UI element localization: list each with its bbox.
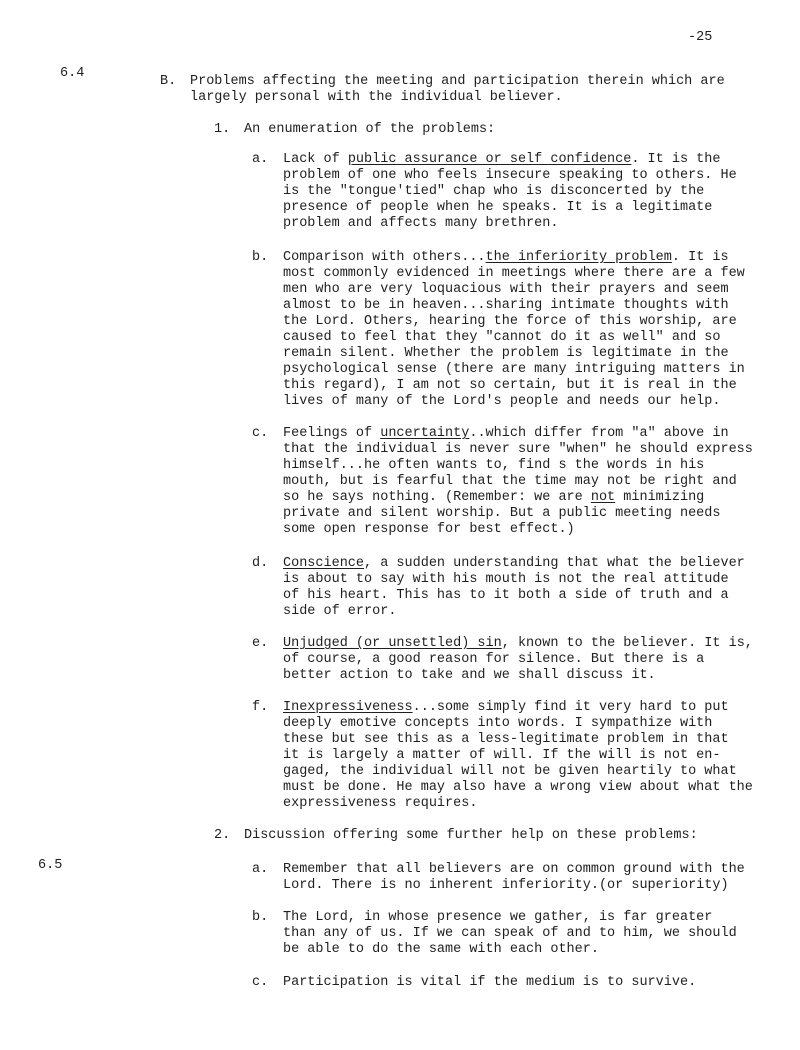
text-line: lives of many of the Lord's people and needs our help. (283, 394, 721, 409)
text-line: men who are very loquacious with their prayers and seem (283, 282, 729, 297)
item-marker: b. (252, 910, 269, 925)
text-line: problem of one who feels insecure speaking to others. He (283, 168, 737, 183)
text-line: almost to be in heaven...sharing intimate thoughts with (283, 298, 729, 313)
text-line: of his heart. This has to it both a side of truth and a (283, 588, 729, 603)
item-marker: d. (252, 556, 269, 571)
text-line: Remember that all believers are on common ground with the (283, 862, 745, 877)
text-line: largely personal with the individual believer. (190, 90, 563, 105)
text-line (283, 556, 745, 572)
text-line: than any of us. If we can speak of and to him, we should (283, 926, 737, 941)
point-number: 2. (214, 828, 231, 843)
text-line: is about to say with his mouth is not the real attitude (283, 572, 729, 587)
text-run: , known to the believer. It is, (501, 636, 753, 651)
underlined-phrase: the inferiority problem (485, 250, 672, 265)
text-line: himself...he often wants to, find s the words in his (283, 458, 705, 473)
text-line: mouth, but is fearful that the time may not be right and (283, 474, 737, 489)
text-line: The Lord, in whose presence we gather, is far greater (283, 910, 713, 925)
text-line: Lord. There is no inherent inferiority.(or superiority) (283, 878, 729, 893)
text-line: is the "tongue'tied" chap who is disconcerted by the (283, 184, 705, 199)
item-marker: e. (252, 636, 269, 651)
text-line (283, 700, 753, 716)
text-line: private and silent worship. But a public meeting needs (283, 506, 721, 521)
item-paragraph (283, 152, 737, 232)
text-run: minimizing (615, 490, 705, 505)
item-marker: a. (252, 152, 269, 167)
text-line: problem and affects many brethren. (283, 216, 559, 231)
text-line (283, 152, 737, 168)
item-paragraph (283, 250, 745, 410)
text-run: so he says nothing. (Remember: we are (283, 490, 591, 505)
underlined-phrase: not (590, 490, 616, 505)
text-line: of course, a good reason for silence. But there is a (283, 652, 705, 667)
text-line: Problems affecting the meeting and participation therein which are (190, 74, 725, 89)
text-run: ..which differ from "a" above in (469, 426, 729, 441)
underlined-phrase: Conscience (283, 556, 365, 571)
item-marker: f. (252, 700, 269, 715)
text-line (283, 250, 745, 266)
item-paragraph (283, 426, 753, 538)
item-paragraph (283, 910, 737, 958)
text-line: psychological sense (there are many intriguing matters in (283, 362, 745, 377)
item-paragraph (283, 700, 753, 812)
text-line: presence of people when he speaks. It is a legitimate (283, 200, 713, 215)
text-line (283, 490, 753, 506)
text-line: deeply emotive concepts into words. I sympathize with (283, 716, 713, 731)
item-paragraph (283, 862, 745, 894)
item-paragraph (283, 975, 696, 991)
text-line: most commonly evidenced in meetings where there are a few (283, 266, 745, 281)
section-letter: B. (160, 74, 177, 89)
item-marker: c. (252, 426, 269, 441)
item-marker: b. (252, 250, 269, 265)
text-line: that the individual is never sure "when" he should express (283, 442, 753, 457)
text-line: expressiveness requires. (283, 796, 478, 811)
text-line (283, 426, 753, 442)
text-run: Feelings of (283, 426, 381, 441)
text-line: be able to do the same with each other. (283, 942, 599, 957)
point-heading: Discussion offering some further help on these problems: (244, 828, 698, 843)
point-number: 1. (214, 122, 231, 137)
item-paragraph (283, 636, 753, 684)
page-number: -25 (688, 30, 713, 45)
underlined-phrase: Unjudged (or unsettled) sin (283, 636, 502, 651)
text-run: ...some simply find it very hard to put (412, 700, 729, 715)
margin-reference: 6.5 (38, 858, 63, 873)
point-heading: An enumeration of the problems: (244, 122, 496, 137)
item-marker: a. (252, 862, 269, 877)
text-line: must be done. He may also have a wrong view about what the (283, 780, 753, 795)
text-line: caused to feel that they "cannot do it as well" and so (283, 330, 721, 345)
text-line (283, 636, 753, 652)
text-line: some open response for best effect.) (283, 522, 575, 537)
text-line: remain silent. Whether the problem is legitimate in the (283, 346, 729, 361)
text-line: side of error. (283, 604, 397, 619)
underlined-phrase: Inexpressiveness (283, 700, 413, 715)
text-line: these but see this as a less-legitimate problem in that (283, 732, 729, 747)
text-line: better action to take and we shall discuss it. (283, 668, 656, 683)
underlined-phrase: public assurance or self confidence (347, 152, 632, 167)
item-paragraph (283, 556, 745, 620)
margin-reference: 6.4 (60, 66, 85, 81)
text-run: Comparison with others... (283, 250, 486, 265)
text-run: , a sudden understanding that what the believer (364, 556, 745, 571)
text-line: this regard), I am not so certain, but it is real in the (283, 378, 737, 393)
text-line: the Lord. Others, hearing the force of this worship, are (283, 314, 737, 329)
section-heading (190, 74, 725, 106)
underlined-phrase: uncertainty (380, 426, 470, 441)
text-line: it is largely a matter of will. If the will is not en- (283, 748, 721, 763)
text-run: . It is (671, 250, 729, 265)
item-marker: c. (252, 975, 269, 990)
text-line: Participation is vital if the medium is to survive. (283, 975, 697, 990)
text-run: . It is the (631, 152, 721, 167)
text-run: Lack of (283, 152, 348, 167)
text-line: gaged, the individual will not be given heartily to what (283, 764, 737, 779)
